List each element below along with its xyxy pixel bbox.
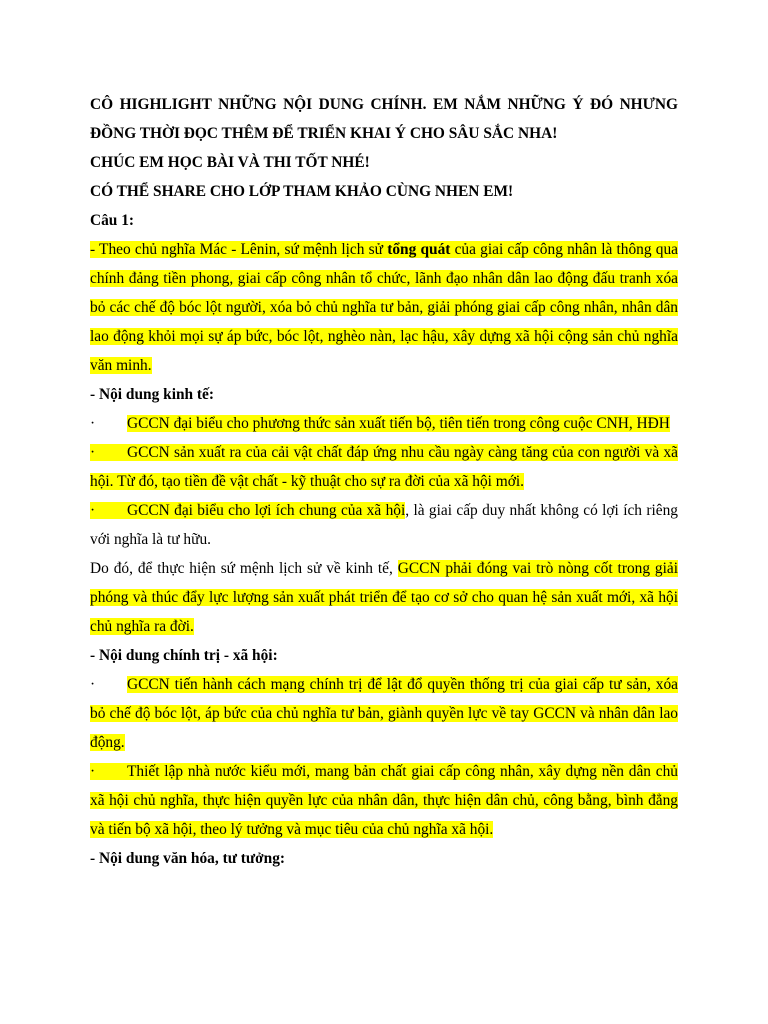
economic-heading: - Nội dung kinh tế: <box>90 386 215 403</box>
header-wish: CHÚC EM HỌC BÀI VÀ THI TỐT NHÉ! <box>90 154 370 171</box>
political-item-1-text: GCCN tiến hành cách mạng chính trị để lật đổ quyền thống trị của giai cấp tư sản, xóa bỏ chế độ bóc lột, áp bức của chủ nghĩa tư bản, giành quyền lực về tay GCCN và nhân dân lao động. <box>90 676 678 751</box>
political-item-1 <box>90 670 678 757</box>
bullet-mark: · <box>90 502 96 519</box>
political-item-2-highlight <box>90 763 678 838</box>
political-item-2 <box>90 757 678 844</box>
economic-conclusion <box>90 554 678 641</box>
intro-text-1: - Theo chủ nghĩa Mác - Lênin, sứ mệnh lịch sử <box>90 241 388 258</box>
question-heading: Câu 1: <box>90 212 135 229</box>
political-heading: - Nội dung chính trị - xã hội: <box>90 647 278 664</box>
intro-bold-term: tổng quát <box>387 241 451 258</box>
economic-item-1-text: GCCN đại biểu cho phương thức sản xuất tiến bộ, tiên tiến trong công cuộc CNH, HĐH <box>127 415 670 432</box>
intro-highlight <box>90 241 678 374</box>
economic-item-2-text: GCCN sản xuất ra của cải vật chất đáp ứng nhu cầu ngày càng tăng của con người và xã hội. Từ đó, tạo tiền đề vật chất - kỹ thuật cho sự ra đời của xã hội mới. <box>90 444 678 490</box>
political-item-2-text: Thiết lập nhà nước kiểu mới, mang bản chất giai cấp công nhân, xây dựng nền dân chủ xã hội chủ nghĩa, thực hiện quyền lực của nhân dân, thực hiện dân chủ, công bằng, bình đẳng và tiến bộ xã hội, theo lý tưởng và mục tiêu của chủ nghĩa xã hội. <box>90 763 678 838</box>
economic-item-3-rest: , là giai cấp duy nhất không có lợi ích riêng với nghĩa là tư hữu. <box>90 502 678 548</box>
economic-conclusion-plain: Do đó, để thực hiện sứ mệnh lịch sử về kinh tế, <box>90 560 398 577</box>
document-page <box>90 90 678 873</box>
cultural-heading: - Nội dung văn hóa, tư tưởng: <box>90 850 286 867</box>
economic-item-1 <box>90 409 678 438</box>
economic-item-2 <box>90 438 678 496</box>
bullet-mark: · <box>90 415 96 432</box>
header-share: CÓ THỂ SHARE CHO LỚP THAM KHẢO CÙNG NHEN EM! <box>90 183 514 200</box>
bullet-mark: · <box>90 763 96 780</box>
economic-item-3 <box>90 496 678 554</box>
economic-item-2-highlight <box>90 444 678 490</box>
intro-text-2: của giai cấp công nhân là thông qua chính đảng tiền phong, giai cấp công nhân tổ chức, lãnh đạo nhân dân lao động đấu tranh xóa bỏ các chế độ bóc lột người, xóa bỏ chủ nghĩa tư bản, giải phóng giai cấp công nhân, nhân dân lao động khỏi mọi sự áp bức, bóc lột, nghèo nàn, lạc hậu, xây dựng xã hội cộng sản chủ nghĩa văn minh. <box>90 241 678 374</box>
bullet-mark: · <box>90 676 96 693</box>
economic-item-3-hl-text: GCCN đại biểu cho lợi ích chung của xã hội <box>127 502 406 519</box>
bullet-mark: · <box>90 444 96 461</box>
economic-conclusion-highlight: GCCN phải đóng vai trò nòng cốt trong giải phóng và thúc đẩy lực lượng sản xuất phát triển để tạo cơ sở cho quan hệ sản xuất mới, xã hội chủ nghĩa ra đời. <box>90 560 678 635</box>
economic-item-3-highlight <box>90 502 405 519</box>
intro-paragraph <box>90 235 678 380</box>
header-note: CÔ HIGHLIGHT NHỮNG NỘI DUNG CHÍNH. EM NẮM NHỮNG Ý ĐÓ NHƯNG ĐỒNG THỜI ĐỌC THÊM ĐỂ TRIỂN KHAI Ý CHO SÂU SẮC NHA! <box>90 96 678 142</box>
